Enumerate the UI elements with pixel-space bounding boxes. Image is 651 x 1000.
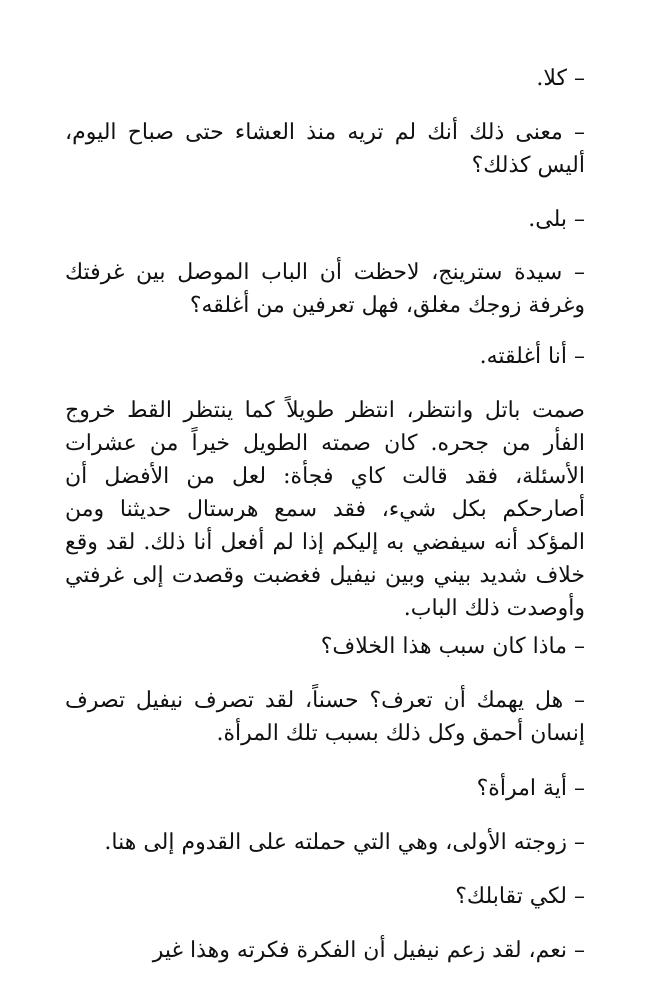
dialogue-line: – نعم، لقد زعم نيفيل أن الفكرة فكرته وهذا غير	[152, 938, 585, 963]
dialogue-line: – كلا.	[536, 66, 585, 91]
dialogue-line: – لكي تقابلك؟	[455, 884, 585, 909]
dialogue-line: – معنى ذلك أنك لم تريه منذ العشاء حتى صباح اليوم، أليس كذلك؟	[65, 120, 585, 178]
dialogue-line: – زوجته الأولى، وهي التي حملته على القدوم إلى هنا.	[104, 830, 585, 855]
narrative-paragraph: صمت باتل وانتظر، انتظر طويلاً كما ينتظر القط خروج الفأر من جحره. كان صمته الطويل خيراً من عشرات الأسئلة، فقد قالت كاي فجأة: لعل من الأفضل أن أصارحكم بكل شيء، فقد سمع هرستال حديثنا ومن المؤكد أنه سيفضي به إليكم إذا لم أفعل أنا ذلك. لقد وقع خلاف شديد بيني وبين نيفيل فغضبت وقصدت إلى غرفتي وأوصدت ذلك الباب.	[65, 398, 585, 621]
dialogue-line: – بلى.	[528, 207, 585, 232]
dialogue-line: – أية امرأة؟	[476, 776, 585, 801]
dialogue-line: – هل يهمك أن تعرف؟ حسناً، لقد تصرف نيفيل تصرف إنسان أحمق وكل ذلك بسبب تلك المرأة.	[65, 688, 585, 746]
dialogue-line: – ماذا كان سبب هذا الخلاف؟	[320, 634, 585, 659]
dialogue-line: – سيدة سترينج، لاحظت أن الباب الموصل بين غرفتك وغرفة زوجك مغلق، فهل تعرفين من أغلقه؟	[65, 260, 585, 318]
dialogue-line: – أنا أغلقته.	[479, 344, 585, 369]
